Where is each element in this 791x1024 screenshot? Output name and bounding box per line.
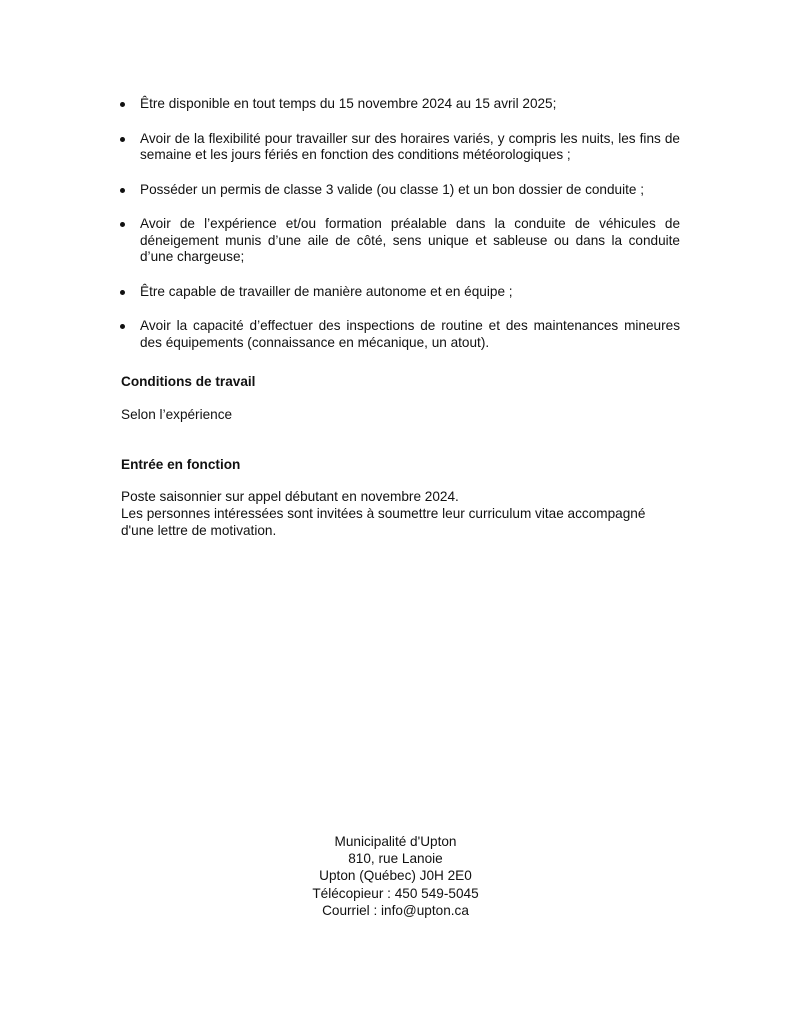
- bullet-icon: [120, 222, 125, 227]
- street-address: 810, rue Lanoie: [348, 851, 443, 867]
- bullet-icon: [120, 137, 125, 142]
- address-block: [0, 833, 791, 919]
- start-line-1: Poste saisonnier sur appel débutant en novembre 2024.: [121, 489, 459, 504]
- municipality-name: Municipalité d'Upton: [334, 834, 457, 849]
- list-item: [120, 284, 680, 301]
- email-address: Courriel : info@upton.ca: [322, 902, 469, 918]
- list-item: [120, 96, 680, 113]
- requirement-text: Être disponible en tout temps du 15 novembre 2024 au 15 avril 2025;: [140, 96, 557, 111]
- bullet-icon: [120, 102, 125, 107]
- requirements-list: [120, 96, 680, 351]
- bullet-icon: [120, 290, 125, 295]
- requirement-text: Avoir la capacité d’effectuer des inspections de routine et des maintenances mineures des équipements (connaissance en mécanique, un atout).: [140, 318, 680, 350]
- bullet-icon: [120, 188, 125, 193]
- list-item: [120, 182, 680, 199]
- start-line-2: Les personnes intéressées sont invitées à soumettre leur curriculum vitae accompagné d'une lettre de motivation.: [121, 506, 646, 538]
- start-heading: Entrée en fonction: [121, 457, 241, 472]
- bullet-icon: [120, 324, 125, 329]
- list-item: [120, 318, 680, 351]
- list-item: [120, 131, 680, 164]
- requirement-text: Avoir de l’expérience et/ou formation préalable dans la conduite de véhicules de déneigement munis d’une aile de côté, sens unique et sableuse ou dans la conduite d’une chargeuse;: [140, 216, 680, 264]
- requirement-text: Posséder un permis de classe 3 valide (ou classe 1) et un bon dossier de conduite ;: [140, 181, 645, 197]
- list-item: [120, 216, 680, 266]
- fax-number: Télécopieur : 450 549-5045: [312, 885, 479, 901]
- conditions-heading: Conditions de travail: [121, 374, 256, 389]
- city-address: Upton (Québec) J0H 2E0: [319, 868, 472, 884]
- requirement-text: Être capable de travailler de manière autonome et en équipe ;: [140, 283, 513, 299]
- conditions-text: Selon l’expérience: [121, 407, 233, 422]
- requirement-text: Avoir de la flexibilité pour travailler sur des horaires variés, y compris les nuits, les fins de semaine et les jours fériés en fonction des conditions météorologiques ;: [140, 130, 680, 162]
